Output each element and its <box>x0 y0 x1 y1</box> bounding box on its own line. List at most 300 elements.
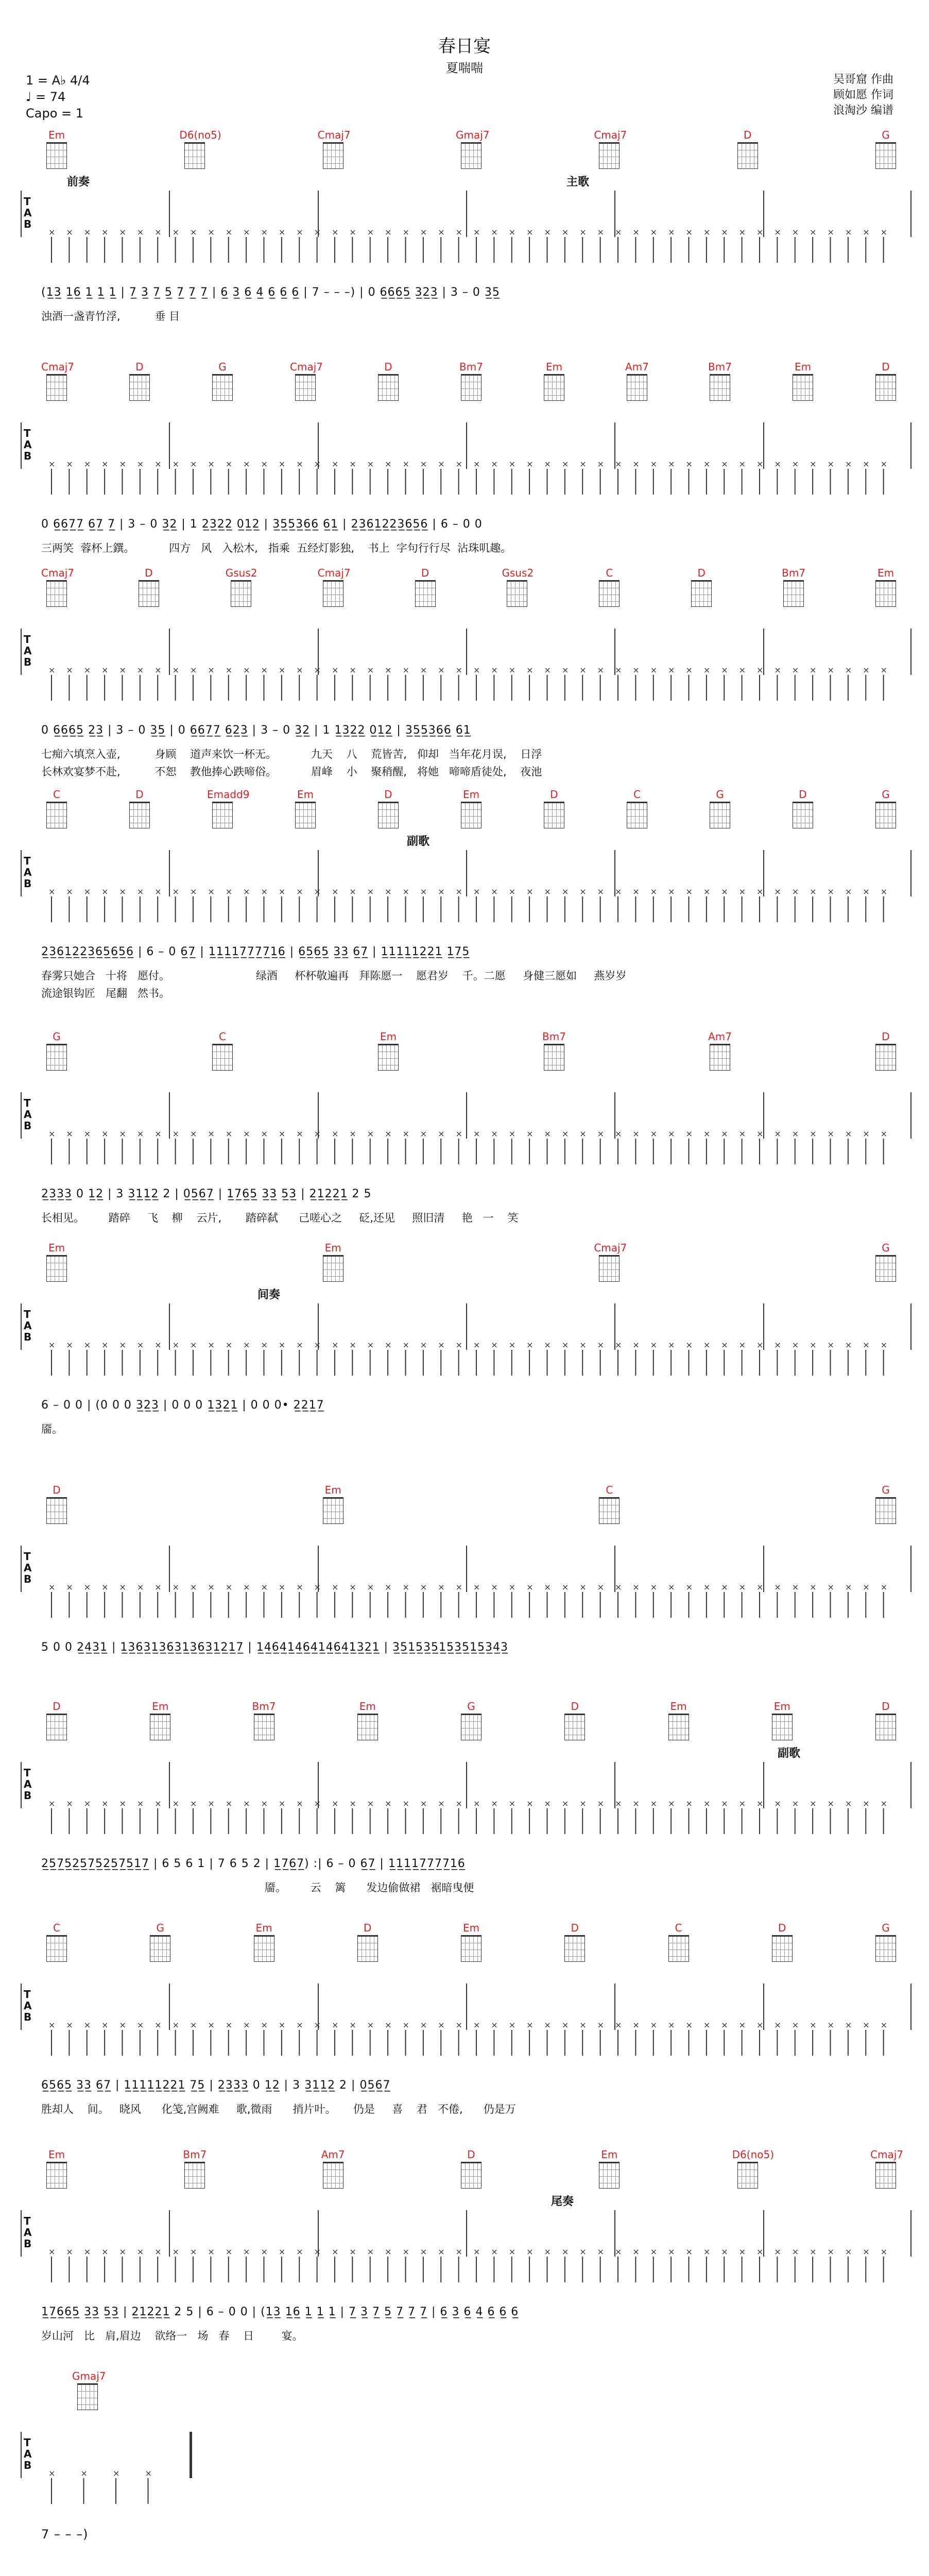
svg-text:×: × <box>172 887 180 896</box>
chord-name: D <box>799 788 807 801</box>
svg-text:×: × <box>685 1799 693 1808</box>
svg-text:×: × <box>455 2247 463 2257</box>
svg-text:×: × <box>491 2247 498 2257</box>
tab-clef: T A B <box>24 427 32 462</box>
svg-text:×: × <box>792 2020 799 2030</box>
lyric-line: 流途银钩匠 尾翻 然书。 <box>41 987 170 999</box>
svg-text:×: × <box>296 2247 303 2257</box>
svg-text:×: × <box>261 2247 268 2257</box>
svg-text:×: × <box>154 1799 162 1808</box>
svg-text:×: × <box>296 2020 303 2030</box>
svg-text:×: × <box>349 1129 356 1139</box>
svg-text:×: × <box>367 665 374 675</box>
svg-text:×: × <box>668 1582 675 1592</box>
svg-text:×: × <box>473 1340 480 1350</box>
svg-text:×: × <box>863 1340 870 1350</box>
svg-text:×: × <box>508 1582 516 1592</box>
svg-text:×: × <box>83 665 91 675</box>
score-system <box>21 1700 911 1917</box>
svg-text:×: × <box>579 2020 587 2030</box>
svg-text:×: × <box>579 665 587 675</box>
bar-line <box>466 1303 467 1350</box>
svg-text:×: × <box>420 227 427 237</box>
svg-text:×: × <box>863 459 870 469</box>
chord-diagram <box>318 1242 349 1282</box>
svg-text:×: × <box>119 459 126 469</box>
chord-name: Em <box>773 1700 790 1713</box>
svg-text:×: × <box>243 2247 250 2257</box>
bar-line <box>169 2210 170 2257</box>
svg-text:×: × <box>473 227 480 237</box>
svg-text:×: × <box>225 665 233 675</box>
bar-line <box>466 1546 467 1592</box>
svg-text:×: × <box>845 2247 852 2257</box>
chord-grid <box>378 802 399 828</box>
bar-line <box>21 850 22 896</box>
svg-text:×: × <box>420 2020 427 2030</box>
composer-credit: 吴哥窟 作曲 <box>833 73 893 86</box>
svg-text:×: × <box>278 1340 286 1350</box>
svg-text:×: × <box>632 2247 640 2257</box>
svg-text:×: × <box>756 2247 764 2257</box>
svg-text:×: × <box>792 1582 799 1592</box>
bar-line <box>169 191 170 237</box>
svg-text:×: × <box>561 2020 569 2030</box>
svg-text:×: × <box>119 2247 126 2257</box>
bar-line <box>466 1984 467 2030</box>
svg-text:×: × <box>544 665 551 675</box>
svg-text:×: × <box>544 1340 551 1350</box>
svg-text:×: × <box>579 1582 587 1592</box>
chord-name: D <box>550 788 558 801</box>
svg-text:×: × <box>579 459 587 469</box>
svg-text:×: × <box>332 459 339 469</box>
svg-text:×: × <box>774 1582 781 1592</box>
svg-text:×: × <box>438 227 445 237</box>
chord-diagram <box>456 2148 487 2189</box>
svg-text:×: × <box>225 1340 233 1350</box>
svg-text:×: × <box>738 459 746 469</box>
svg-text:×: × <box>810 887 817 896</box>
svg-text:×: × <box>154 1582 162 1592</box>
bar-line <box>21 1092 22 1139</box>
svg-text:×: × <box>83 1129 91 1139</box>
svg-text:×: × <box>314 1340 321 1350</box>
svg-text:×: × <box>48 1129 56 1139</box>
svg-text:×: × <box>261 1340 268 1350</box>
bar-line <box>466 191 467 237</box>
svg-text:×: × <box>101 1129 109 1139</box>
chord-grid <box>46 2162 67 2189</box>
svg-text:×: × <box>774 2020 781 2030</box>
svg-text:×: × <box>83 2247 91 2257</box>
svg-text:×: × <box>136 459 144 469</box>
svg-text:×: × <box>544 1129 551 1139</box>
bar-line <box>169 850 170 896</box>
svg-text:×: × <box>650 2020 658 2030</box>
svg-text:×: × <box>385 1582 392 1592</box>
svg-text:×: × <box>385 2247 392 2257</box>
svg-text:×: × <box>827 227 834 237</box>
svg-text:×: × <box>261 1799 268 1808</box>
chord-grid <box>129 802 150 828</box>
chord-name: C <box>606 1484 613 1496</box>
svg-text:×: × <box>66 227 73 237</box>
chord-grid <box>461 1935 481 1962</box>
svg-text:×: × <box>774 665 781 675</box>
chord-grid <box>378 1044 399 1071</box>
svg-text:×: × <box>863 665 870 675</box>
svg-text:×: × <box>402 2247 409 2257</box>
svg-text:×: × <box>83 887 91 896</box>
chord-name: Cmaj7 <box>290 361 323 373</box>
svg-text:×: × <box>597 887 605 896</box>
svg-text:×: × <box>172 1129 180 1139</box>
svg-text:×: × <box>66 1340 73 1350</box>
svg-text:×: × <box>172 459 180 469</box>
bar-line <box>21 1762 22 1808</box>
svg-text:×: × <box>48 2468 56 2478</box>
chord-diagram <box>456 129 490 169</box>
svg-text:×: × <box>243 1582 250 1592</box>
chord-diagram <box>41 1242 72 1282</box>
svg-text:×: × <box>615 1129 622 1139</box>
chord-diagram <box>767 1700 798 1740</box>
svg-text:×: × <box>810 1799 817 1808</box>
svg-text:×: × <box>721 665 728 675</box>
chord-grid <box>544 802 564 828</box>
svg-text:×: × <box>66 1582 73 1592</box>
svg-text:×: × <box>455 665 463 675</box>
svg-text:×: × <box>650 1582 658 1592</box>
chord-name: D <box>882 1700 890 1713</box>
svg-text:×: × <box>136 227 144 237</box>
svg-text:×: × <box>880 1340 888 1350</box>
svg-text:×: × <box>526 227 534 237</box>
chord-grid <box>323 1255 343 1282</box>
chord-name: C <box>53 788 60 801</box>
svg-text:×: × <box>650 459 658 469</box>
svg-text:×: × <box>243 665 250 675</box>
chord-diagram <box>663 1700 694 1740</box>
svg-text:×: × <box>756 2020 764 2030</box>
svg-text:×: × <box>48 459 56 469</box>
svg-text:×: × <box>349 887 356 896</box>
svg-text:×: × <box>845 1129 852 1139</box>
svg-text:×: × <box>438 1340 445 1350</box>
svg-text:×: × <box>703 2020 711 2030</box>
svg-text:×: × <box>225 2247 233 2257</box>
numbered-notation: 7 – – –) <box>41 2527 89 2541</box>
svg-text:×: × <box>597 227 605 237</box>
svg-text:×: × <box>827 459 834 469</box>
svg-text:×: × <box>225 2020 233 2030</box>
svg-text:×: × <box>113 2468 120 2478</box>
svg-text:×: × <box>296 227 303 237</box>
chord-diagram <box>870 788 901 828</box>
chord-diagram <box>207 361 238 401</box>
chord-grid <box>627 374 647 401</box>
bar-line <box>910 422 911 469</box>
chord-grid <box>46 142 67 169</box>
bar-line <box>466 850 467 896</box>
chord-name: D <box>364 1922 372 1934</box>
svg-text:×: × <box>508 1129 516 1139</box>
svg-text:×: × <box>721 1340 728 1350</box>
svg-text:×: × <box>685 227 693 237</box>
score-system <box>21 129 911 345</box>
svg-text:×: × <box>703 887 711 896</box>
svg-text:×: × <box>650 2247 658 2257</box>
svg-text:×: × <box>172 2247 180 2257</box>
svg-text:×: × <box>349 2247 356 2257</box>
chord-name: D <box>697 567 706 579</box>
svg-text:×: × <box>296 1799 303 1808</box>
svg-text:×: × <box>402 1799 409 1808</box>
svg-text:×: × <box>721 459 728 469</box>
bar-line <box>466 1762 467 1808</box>
chord-grid <box>599 142 620 169</box>
note-stems <box>21 227 911 278</box>
chord-name: Cmaj7 <box>41 567 74 579</box>
svg-text:×: × <box>703 227 711 237</box>
svg-text:×: × <box>136 1582 144 1592</box>
svg-text:×: × <box>632 227 640 237</box>
svg-text:×: × <box>810 665 817 675</box>
svg-text:×: × <box>154 2247 162 2257</box>
chord-grid <box>875 802 896 828</box>
svg-text:×: × <box>703 1799 711 1808</box>
chord-name: Bm7 <box>708 361 732 373</box>
chord-name: Emadd9 <box>207 788 250 801</box>
svg-text:×: × <box>668 1799 675 1808</box>
svg-text:×: × <box>491 1129 498 1139</box>
svg-text:×: × <box>438 665 445 675</box>
chord-diagram <box>352 1700 383 1740</box>
svg-text:×: × <box>810 1340 817 1350</box>
numbered-notation: 2̲3̲3̲3̲ 0 1̲2̲ | 3 3̲1̲1̲2̲ 2 | 0̲5̲6̲7̲ | 1̲7̲6̲5̲ 3̲3̲ 5̲3̲ | 2̲1̲2̲2̲1̲ 2 5 <box>41 1188 372 1200</box>
svg-text:×: × <box>190 1129 197 1139</box>
svg-text:×: × <box>420 1799 427 1808</box>
svg-text:×: × <box>402 1129 409 1139</box>
chord-grid <box>564 1714 585 1740</box>
svg-text:×: × <box>349 227 356 237</box>
svg-text:×: × <box>827 665 834 675</box>
tab-clef: T A B <box>24 1097 32 1132</box>
svg-text:×: × <box>190 1799 197 1808</box>
section-label: 副歌 <box>778 1747 801 1760</box>
svg-text:×: × <box>473 887 480 896</box>
chord-grid <box>627 802 647 828</box>
svg-text:×: × <box>154 1129 162 1139</box>
chord-grid <box>415 580 436 607</box>
svg-text:×: × <box>208 1340 215 1350</box>
chord-diagram <box>456 361 487 401</box>
svg-text:×: × <box>685 2247 693 2257</box>
svg-text:×: × <box>792 227 799 237</box>
svg-text:×: × <box>243 1340 250 1350</box>
svg-text:×: × <box>561 1129 569 1139</box>
chord-name: Bm7 <box>252 1700 276 1713</box>
svg-text:×: × <box>863 1582 870 1592</box>
chord-grid <box>46 580 67 607</box>
svg-text:×: × <box>756 1799 764 1808</box>
svg-text:×: × <box>810 2020 817 2030</box>
svg-text:×: × <box>491 665 498 675</box>
bar-line <box>466 2210 467 2257</box>
svg-text:×: × <box>101 2020 109 2030</box>
svg-text:×: × <box>597 2247 605 2257</box>
svg-text:×: × <box>615 2247 622 2257</box>
svg-text:×: × <box>261 227 268 237</box>
svg-text:×: × <box>526 459 534 469</box>
svg-text:×: × <box>190 459 197 469</box>
chord-diagram <box>456 1700 487 1740</box>
svg-text:×: × <box>579 227 587 237</box>
chord-name: Cmaj7 <box>41 361 74 373</box>
chord-name: D <box>135 361 144 373</box>
svg-text:×: × <box>119 1799 126 1808</box>
bar-line <box>910 191 911 237</box>
chord-diagram <box>290 361 321 401</box>
chord-name: Em <box>48 2148 65 2161</box>
svg-text:×: × <box>225 1129 233 1139</box>
chord-diagram <box>456 788 487 828</box>
chord-grid <box>150 1935 170 1962</box>
section-label: 间奏 <box>257 1289 281 1301</box>
svg-text:×: × <box>880 227 888 237</box>
bar-line <box>21 191 22 237</box>
svg-text:×: × <box>261 2020 268 2030</box>
svg-text:×: × <box>526 1129 534 1139</box>
svg-text:×: × <box>402 2020 409 2030</box>
svg-text:×: × <box>172 1582 180 1592</box>
credits <box>833 72 893 118</box>
svg-text:×: × <box>561 2247 569 2257</box>
svg-text:×: × <box>863 1129 870 1139</box>
svg-text:×: × <box>880 1799 888 1808</box>
bar-line <box>910 850 911 896</box>
chord-name: Em <box>601 2148 618 2161</box>
svg-text:×: × <box>650 887 658 896</box>
chord-grid <box>46 1935 67 1962</box>
svg-text:×: × <box>792 459 799 469</box>
chord-diagram <box>502 567 532 607</box>
svg-text:×: × <box>526 887 534 896</box>
svg-text:×: × <box>190 887 197 896</box>
svg-text:×: × <box>721 227 728 237</box>
chord-name: D <box>421 567 429 579</box>
svg-text:×: × <box>792 887 799 896</box>
svg-text:×: × <box>296 459 303 469</box>
svg-text:×: × <box>544 1582 551 1592</box>
svg-text:×: × <box>367 1582 374 1592</box>
svg-text:×: × <box>80 2468 88 2478</box>
svg-text:×: × <box>66 1129 73 1139</box>
svg-text:×: × <box>615 1340 622 1350</box>
bar-line <box>169 1762 170 1808</box>
lyric-line: 春雾只她合 十将 愿付。 绿酒 杯杯敬遍再 拜陈愿一 愿君岁 千。二愿 身健三愿如 燕岁岁 <box>41 970 627 982</box>
svg-text:×: × <box>66 459 73 469</box>
svg-text:×: × <box>880 2247 888 2257</box>
chord-diagram <box>622 788 652 828</box>
svg-text:×: × <box>738 665 746 675</box>
svg-text:×: × <box>756 1582 764 1592</box>
chord-name: C <box>219 1030 226 1043</box>
svg-text:×: × <box>119 665 126 675</box>
svg-text:×: × <box>703 1129 711 1139</box>
lyric-line: 长林欢宴梦不赴, 不恕 教他捧心跌啼俗。 眉峰 小 聚稍醒, 将她 啼啼盾徒处, 夜池 <box>41 766 542 778</box>
chord-grid <box>461 142 481 169</box>
svg-text:×: × <box>172 1799 180 1808</box>
svg-text:×: × <box>632 1340 640 1350</box>
chord-diagram <box>41 1700 72 1740</box>
svg-text:×: × <box>385 459 392 469</box>
svg-text:×: × <box>208 1582 215 1592</box>
svg-text:×: × <box>402 887 409 896</box>
chord-grid <box>783 580 804 607</box>
svg-text:×: × <box>473 459 480 469</box>
svg-text:×: × <box>491 2020 498 2030</box>
svg-text:×: × <box>473 665 480 675</box>
chord-diagram <box>870 1030 901 1071</box>
svg-text:×: × <box>561 459 569 469</box>
svg-text:×: × <box>455 1799 463 1808</box>
numbered-notation: 1̲7̲6̲6̲5̲ 3̲3̲ 5̲3̲ | 2̲1̲2̲2̲1̲ 2 5 | 6 – 0 0 | (1̲3̲ 1̲6̲ 1̲ 1̲ 1̲ | 7̲ 3̲ 7̲ 5̲ 7̲ 7̲ 7̲ | 6̲ 3̲ 6̲ 4̲ 6̲ 6̲ 6̲ <box>41 2306 519 2318</box>
svg-text:×: × <box>491 1340 498 1350</box>
svg-text:×: × <box>101 459 109 469</box>
svg-text:×: × <box>402 227 409 237</box>
note-stems <box>21 1799 911 1850</box>
chord-diagram <box>124 361 155 401</box>
chord-diagram <box>456 1922 487 1962</box>
svg-text:×: × <box>314 227 321 237</box>
bar-line <box>21 1984 22 2030</box>
svg-text:×: × <box>367 2020 374 2030</box>
svg-text:×: × <box>508 2020 516 2030</box>
svg-text:×: × <box>243 459 250 469</box>
chord-diagram <box>787 361 818 401</box>
svg-text:×: × <box>332 1582 339 1592</box>
svg-text:×: × <box>420 665 427 675</box>
svg-text:×: × <box>420 459 427 469</box>
svg-text:×: × <box>420 2247 427 2257</box>
svg-text:×: × <box>296 1582 303 1592</box>
chord-diagram <box>290 788 321 828</box>
svg-text:×: × <box>703 1582 711 1592</box>
svg-text:×: × <box>420 1340 427 1350</box>
note-stems <box>21 2247 911 2298</box>
svg-text:×: × <box>172 227 180 237</box>
chord-diagram <box>207 1030 238 1071</box>
lyric-line: 靥。 <box>41 1423 63 1435</box>
chord-grid <box>710 374 730 401</box>
svg-text:×: × <box>455 2020 463 2030</box>
chord-grid <box>461 2162 481 2189</box>
svg-text:×: × <box>561 887 569 896</box>
bar-line <box>466 629 467 675</box>
score-system <box>21 1922 911 2138</box>
svg-text:×: × <box>863 227 870 237</box>
bar-line <box>21 1303 22 1350</box>
svg-text:×: × <box>508 1340 516 1350</box>
chord-name: G <box>467 1700 475 1713</box>
chord-name: Em <box>324 1484 341 1496</box>
svg-text:×: × <box>738 227 746 237</box>
svg-text:×: × <box>367 1129 374 1139</box>
svg-text:×: × <box>278 2020 286 2030</box>
numbered-notation: 0 6̲6̲6̲5̲ 2̲3̲ | 3 – 0 3̲5̲ | 0 6̲6̲7̲7̲ 6̲2̲3̲ | 3 – 0 3̲2̲ | 1 1̲3̲2̲2̲ 0̲1̲2̲ | 3̲5̲5̲3̲6̲6̲ 6̲1̲ <box>41 724 471 737</box>
